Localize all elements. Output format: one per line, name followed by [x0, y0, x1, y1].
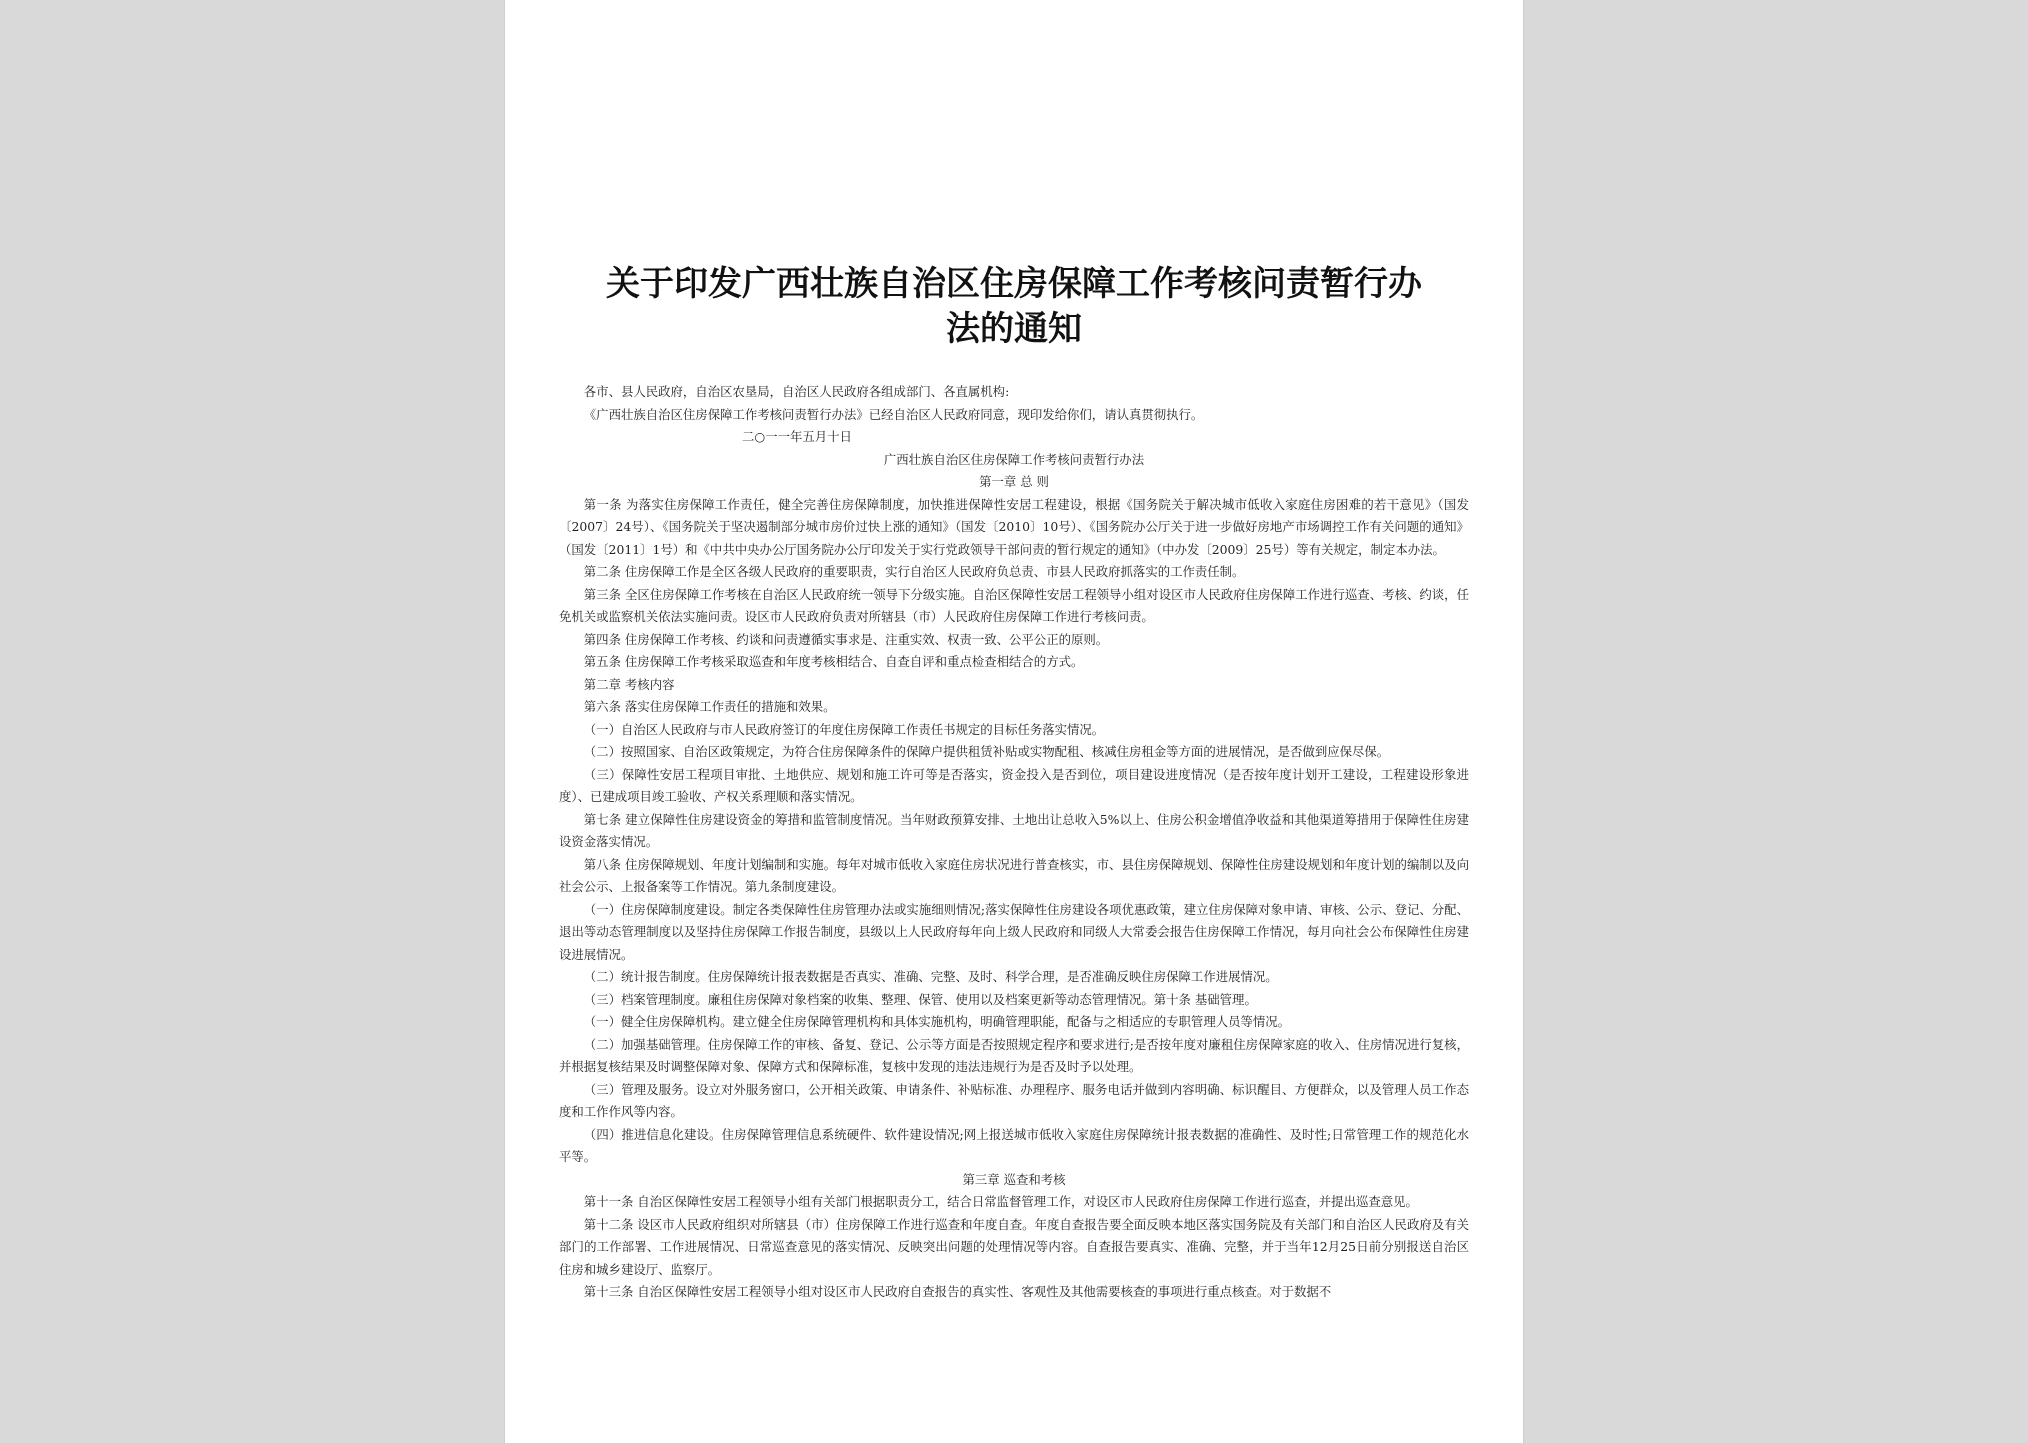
intro-paragraph: 《广西壮族自治区住房保障工作考核问责暂行办法》已经自治区人民政府同意，现印发给你们，请认真贯彻执行。: [583, 406, 1204, 422]
article-paragraph: 第十三条 自治区保障性安居工程领导小组对设区市人民政府自查报告的真实性、客观性及其他需要核查的事项进行重点核查。对于数据不: [583, 1284, 1332, 1299]
clause-paragraph: （三）保障性安居工程项目审批、土地供应、规划和施工许可等是否落实，资金投入是否到位，项目建设进度情况（是否按年度计划开工建设，工程建设形象进度）、已建成项目竣工验收、产权关系理顺和落实情况。: [559, 766, 1469, 804]
clause-paragraph: （三）档案管理制度。廉租住房保障对象档案的收集、整理、保管、使用以及档案更新等动态管理情况。第十条 基础管理。: [583, 991, 1257, 1007]
chapter-heading: 第二章 考核内容: [583, 676, 675, 692]
article-paragraph: 第三条 全区住房保障工作考核在自治区人民政府统一领导下分级实施。自治区保障性安居工程领导小组对设区市人民政府住房保障工作进行巡查、考核、约谈，任免机关或监察机关依法实施问责。设区市人民政府负责对所辖县（市）人民政府住房保障工作进行考核问责。: [559, 586, 1469, 624]
chapter-heading: 第三章 巡查和考核: [962, 1171, 1066, 1187]
article-paragraph: 第十二条 设区市人民政府组织对所辖县（市）住房保障工作进行巡查和年度自查。年度自查报告要全面反映本地区落实国务院及有关部门和自治区人民政府及有关部门的工作部署、工作进展情况、日常巡查意见的落实情况、反映突出问题的处理情况等内容。自查报告要真实、准确、完整，并于当年12月25日前分别报送自治区住房和城乡建设厅、监察厅。: [559, 1216, 1470, 1277]
article-paragraph: 第七条 建立保障性住房建设资金的筹措和监管制度情况。当年财政预算安排、土地出让总收入5%以上、住房公积金增值净收益和其他渠道筹措用于保障性住房建设资金落实情况。: [559, 811, 1469, 849]
clause-paragraph: （四）推进信息化建设。住房保障管理信息系统硬件、软件建设情况;网上报送城市低收入家庭住房保障统计报表数据的准确性、及时性;日常管理工作的规范化水平等。: [559, 1126, 1469, 1164]
title-line-1: 关于印发广西壮族自治区住房保障工作考核问责暂行办: [606, 264, 1422, 304]
clause-paragraph: （二）统计报告制度。住房保障统计报表数据是否真实、准确、完整、及时、科学合理，是否准确反映住房保障工作进展情况。: [583, 969, 1278, 984]
clause-paragraph: （二）加强基础管理。住房保障工作的审核、备复、登记、公示等方面是否按照规定程序和要求进行;是否按年度对廉租住房保障家庭的收入、住房情况进行复核，并根据复核结果及时调整保障对象、保障方式和保障标准，复核中发现的违法违规行为是否及时予以处理。: [559, 1036, 1469, 1074]
document-page: [505, 0, 1523, 1443]
article-paragraph: 第二条 住房保障工作是全区各级人民政府的重要职责，实行自治区人民政府负总责、市县人民政府抓落实的工作责任制。: [583, 564, 1245, 579]
salutation: 各市、县人民政府，自治区农垦局，自治区人民政府各组成部门、各直属机构:: [583, 384, 1010, 399]
issue-date: 二○一一年五月十日: [742, 429, 852, 444]
document-title: [545, 262, 1483, 352]
clause-paragraph: （二）按照国家、自治区政策规定，为符合住房保障条件的保障户提供租赁补贴或实物配租、核减住房租金等方面的进展情况，是否做到应保尽保。: [583, 744, 1390, 759]
clause-paragraph: （一）住房保障制度建设。制定各类保障性住房管理办法或实施细则情况;落实保障性住房建设各项优惠政策，建立住房保障对象申请、审核、公示、登记、分配、退出等动态管理制度以及坚持住房保障工作报告制度，县级以上人民政府每年向上级人民政府和同级人大常委会报告住房保障工作情况，每月向社会公布保障性住房建设进展情况。: [559, 901, 1469, 962]
article-paragraph: 第六条 落实住房保障工作责任的措施和效果。: [583, 699, 836, 714]
chapter-heading: 第一章 总 则: [979, 474, 1049, 489]
article-paragraph: 第五条 住房保障工作考核采取巡查和年度考核相结合、自查自评和重点检查相结合的方式。: [583, 654, 1084, 669]
clause-paragraph: （一）自治区人民政府与市人民政府签订的年度住房保障工作责任书规定的目标任务落实情况。: [583, 721, 1105, 737]
rules-title: 广西壮族自治区住房保障工作考核问责暂行办法: [883, 451, 1145, 467]
clause-paragraph: （三）管理及服务。设立对外服务窗口，公开相关政策、申请条件、补贴标准、办理程序、服务电话并做到内容明确、标识醒目、方便群众，以及管理人员工作态度和工作作风等内容。: [559, 1081, 1469, 1119]
article-paragraph: 第四条 住房保障工作考核、约谈和问责遵循实事求是、注重实效、权责一致、公平公正的原则。: [583, 631, 1109, 647]
title-line-2: 法的通知: [946, 309, 1082, 349]
clause-paragraph: （一）健全住房保障机构。建立健全住房保障管理机构和具体实施机构，明确管理职能，配备与之相适应的专职管理人员等情况。: [583, 1014, 1291, 1029]
article-paragraph: 第八条 住房保障规划、年度计划编制和实施。每年对城市低收入家庭住房状况进行普查核实，市、县住房保障规划、保障性住房建设规划和年度计划的编制以及向社会公示、上报备案等工作情况。第九条制度建设。: [559, 856, 1469, 894]
article-paragraph: 第十一条 自治区保障性安居工程领导小组有关部门根据职责分工，结合日常监督管理工作，对设区市人民政府住房保障工作进行巡查，并提出巡查意见。: [583, 1194, 1418, 1209]
article-paragraph: 第一条 为落实住房保障工作责任，健全完善住房保障制度，加快推进保障性安居工程建设，根据《国务院关于解决城市低收入家庭住房困难的若干意见》（国发〔2007〕24号）、《国务院关于坚决遏制部分城市房价过快上涨的通知》（国发〔2010〕10号）、《国务院办公厅关于进一步做好房地产市场调控工作有关问题的通知》（国发〔2011〕1号）和《中共中央办公厅国务院办公厅印发关于实行党政领导干部问责的暂行规定的通知》（中办发〔2009〕25号）等有关规定，制定本办法。: [559, 496, 1469, 557]
document-body: [559, 381, 1469, 1304]
